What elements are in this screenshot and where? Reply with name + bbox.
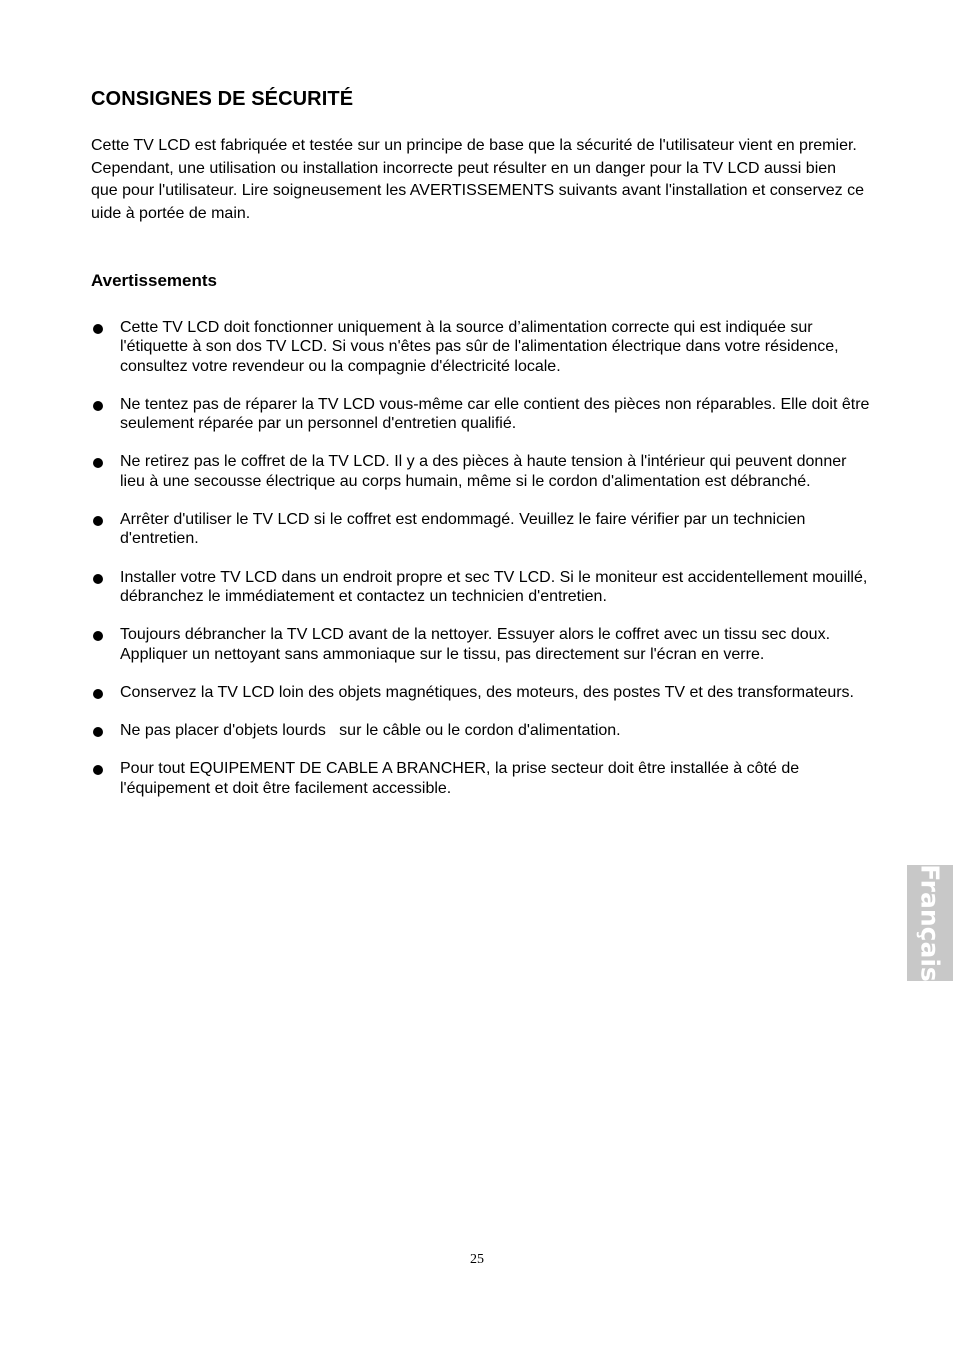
warning-text: Ne pas placer d'objets lourds sur le câble ou le cordon d'alimentation.: [120, 722, 621, 740]
bullet-icon: [93, 458, 103, 468]
warning-text: Pour tout EQUIPEMENT DE CABLE A BRANCHER, la prise secteur doit être installée à côté de l'équipement et doit être facilement accessible.: [120, 760, 800, 797]
bullet-icon: [93, 727, 103, 737]
warnings-heading: Avertissements: [91, 271, 217, 290]
warning-text: Arrêter d'utiliser le TV LCD si le coffret est endommagé. Veuillez le faire vérifier par un technicien d'entretien.: [120, 511, 806, 548]
warning-item: [91, 625, 871, 664]
bullet-icon: [93, 516, 103, 526]
warning-text: Toujours débrancher la TV LCD avant de la nettoyer. Essuyer alors le coffret avec un tissu sec doux. Appliquer un nettoyant sans ammoniaque sur le tissu, pas directement sur l'écran en verre.: [120, 626, 831, 663]
warning-item: [91, 683, 871, 702]
warning-item: [91, 568, 871, 607]
warning-text: Ne retirez pas le coffret de la TV LCD. Il y a des pièces à haute tension à l'intérieur qui peuvent donner lieu à une secousse électrique au corps humain, même si le cordon d'alimentation est débranché.: [120, 453, 847, 490]
bullet-icon: [93, 401, 103, 411]
warning-item: [91, 510, 871, 549]
warning-text: Ne tentez pas de réparer la TV LCD vous-même car elle contient des pièces non réparables. Elle doit être seulement réparée par un personnel d'entretien qualifié.: [120, 395, 870, 433]
warning-text: Installer votre TV LCD dans un endroit propre et sec TV LCD. Si le moniteur est accidentellement mouillé, débranchez le immédiatement et contactez un technicien d'entretien.: [120, 568, 868, 605]
warning-item: [91, 721, 871, 740]
warnings-list: [91, 318, 871, 817]
page-title: CONSIGNES DE SÉCURITÉ: [91, 88, 354, 110]
bullet-icon: [93, 631, 103, 641]
bullet-icon: [93, 765, 103, 775]
intro-paragraph: Cette TV LCD est fabriquée et testée sur un principe de base que la sécurité de l'utilisateur vient en premier. Cependant, une utilisation ou installation incorrecte peut résulter en un danger pour la TV LCD aussi bien que pour l'utilisateur. Lire soigneusement les AVERTISSEMENTS suivants avant l'installation et conservez ce uide à portée de main.: [91, 137, 865, 222]
warning-text: Conservez la TV LCD loin des objets magnétiques, des moteurs, des postes TV et des transformateurs.: [120, 683, 854, 701]
bullet-icon: [93, 324, 103, 334]
language-tab-label: Français: [915, 864, 945, 982]
page-number: 25: [470, 1252, 484, 1267]
bullet-icon: [93, 689, 103, 699]
warning-text: Cette TV LCD doit fonctionner uniquement à la source d’alimentation correcte qui est indiquée sur l'étiquette à son dos TV LCD. Si vous n'êtes pas sûr de l'alimentation électrique dans votre résidence, consultez votre revendeur ou la compagnie d'électricité locale.: [120, 319, 839, 375]
bullet-icon: [93, 574, 103, 584]
warning-item: [91, 395, 871, 434]
warning-item: [91, 452, 871, 491]
warning-item: [91, 318, 871, 376]
warning-item: [91, 759, 871, 798]
language-tab: [907, 865, 953, 981]
